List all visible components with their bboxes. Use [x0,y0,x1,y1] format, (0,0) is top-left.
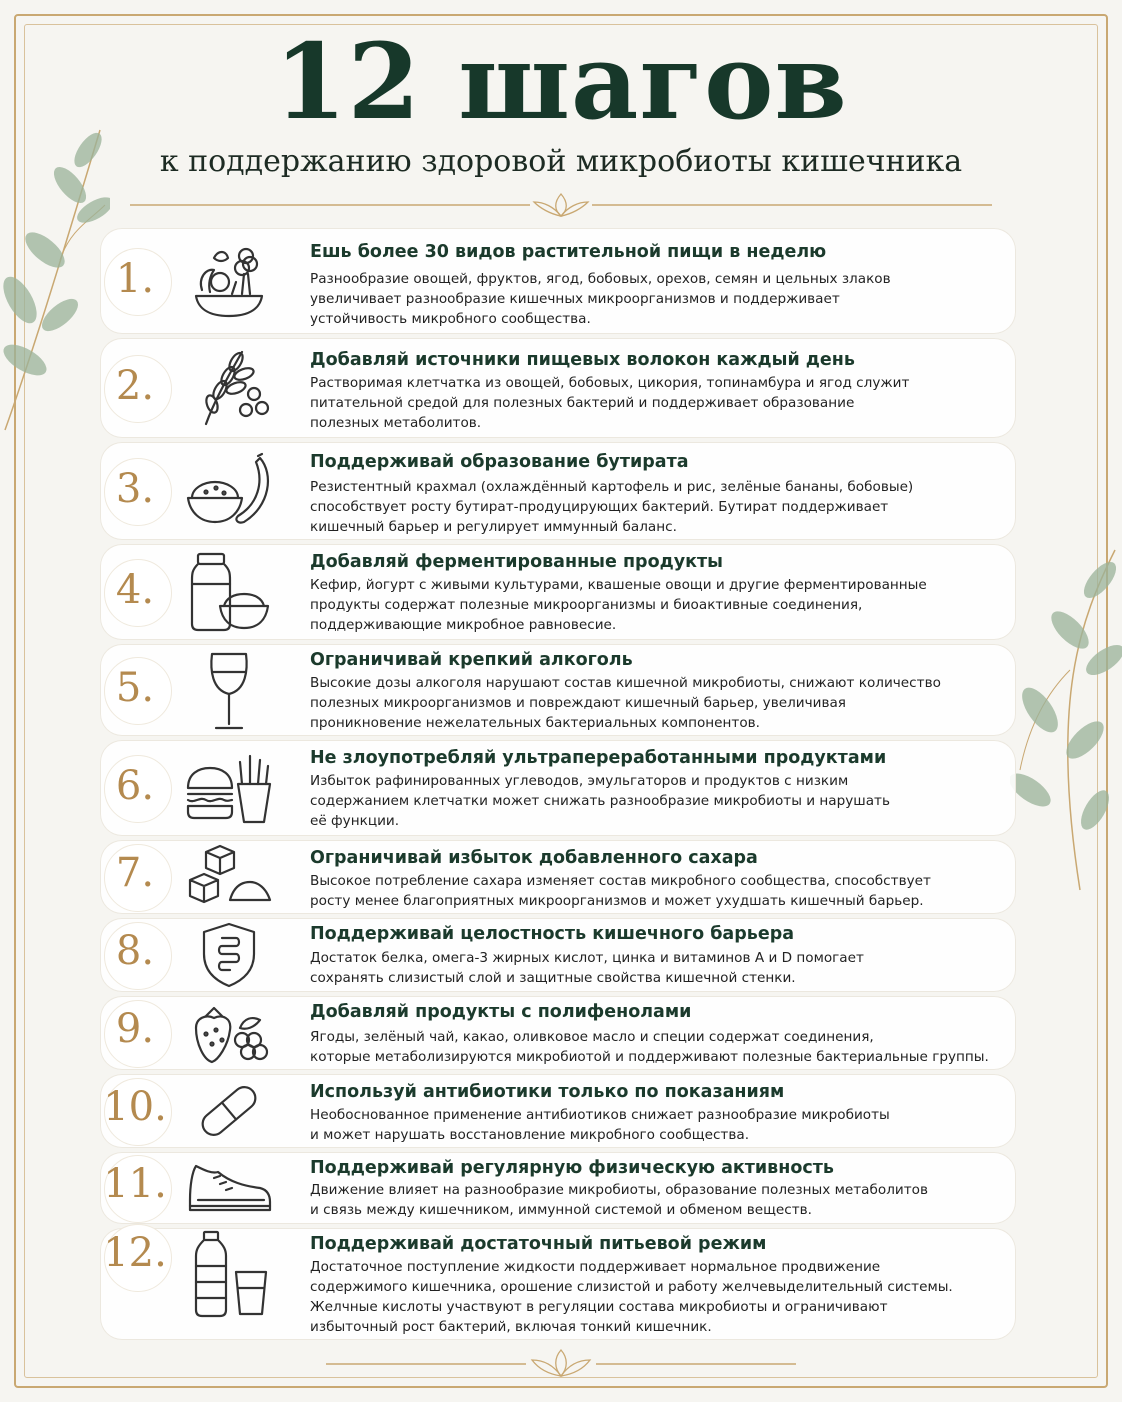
step-title: Ограничивай крепкий алкоголь [310,650,633,670]
description-line: питательной средой для полезных бактерий и поддерживает образование [310,395,855,411]
step-title: Поддерживай регулярную физическую активность [310,1158,834,1178]
step-number: 7. [115,850,155,896]
step-card-12 [100,1228,1016,1340]
step-card-6 [100,740,1016,836]
description-line: Достаточное поступление жидкости поддерживает нормальное продвижение [310,1259,881,1275]
step-title: Добавляй источники пищевых волокон каждый день [310,350,855,370]
step-description [310,1105,1008,1145]
burger-fries-icon [184,748,274,828]
step-number: 12. [103,1230,167,1276]
step-number: 4. [115,567,155,613]
description-line: Кефир, йогурт с живыми культурами, квашеные овощи и другие ферментированные [310,577,927,593]
description-line: устойчивость микробного сообщества. [310,311,591,327]
description-line: Высокие дозы алкоголя нарушают состав кишечной микробиоты, снижают количество [310,675,941,691]
description-line: сохранять слизистый слой и защитные свойства кишечной стенки. [310,970,796,986]
step-description [310,871,1008,911]
pill-capsule-icon [184,1076,274,1146]
step-description [310,373,1008,433]
description-line: Необоснованное применение антибиотиков снижает разнообразие микробиоты [310,1107,890,1123]
sugar-cubes-icon [184,842,274,912]
rice-bowl-banana-icon [184,450,274,534]
footer-ornament-divider [326,1348,796,1378]
description-line: Достаток белка, омега-3 жирных кислот, цинка и витаминов A и D помогает [310,950,864,966]
description-line: поддерживающие микробное равновесие. [310,617,617,633]
step-title: Добавляй продукты с полифенолами [310,1002,692,1022]
step-title: Используй антибиотики только по показаниям [310,1082,785,1102]
description-line: полезных метаболитов. [310,415,482,431]
description-line: и связь между кишечником, иммунной системой и обменом веществ. [310,1202,812,1218]
step-description [310,1027,1008,1067]
description-line: избыточный рост бактерий, включая тонкий кишечник. [310,1319,712,1335]
step-number: 3. [115,466,155,512]
step-number: 11. [103,1161,167,1207]
description-line: продукты содержат полезные микроорганизмы и биоактивные соединения, [310,597,863,613]
step-title: Поддерживай целостность кишечного барьера [310,924,795,944]
step-description [310,477,1008,537]
step-title: Поддерживай достаточный питьевой режим [310,1234,767,1254]
description-line: содержимого кишечника, орошение слизистой и работу желчевыделительный системы. [310,1279,953,1295]
description-line: Желчные кислоты участвуют в регуляции состава микробиоты и ограничивают [310,1299,888,1315]
step-description [310,673,1008,733]
step-description [310,1180,1008,1220]
step-card-2 [100,338,1016,438]
wine-glass-icon [184,650,274,732]
description-line: Высокое потребление сахара изменяет состав микробного сообщества, способствует [310,873,931,889]
step-card-10 [100,1074,1016,1148]
step-number: 10. [103,1084,167,1130]
step-card-7 [100,840,1016,914]
gut-shield-icon [184,920,274,990]
description-line: которые метаболизируются микробиотой и поддерживают полезные бактериальные группы. [310,1049,989,1065]
vegetable-bowl-icon [184,238,274,324]
step-description [310,771,1008,831]
water-bottle-glass-icon [184,1228,274,1318]
description-line: способствует росту бутират-продуцирующих бактерий. Бутират поддерживает [310,499,889,515]
description-line: кишечный барьер и регулирует иммунный баланс. [310,519,677,535]
page-subtitle: к поддержанию здоровой микробиоты кишечника [159,144,963,179]
step-title: Поддерживай образование бутирата [310,452,689,472]
step-card-8 [100,918,1016,992]
step-number: 2. [115,363,155,409]
step-card-4 [100,544,1016,640]
step-number: 9. [115,1006,155,1052]
strawberry-icon [184,998,274,1068]
step-description [310,948,1008,988]
description-line: увеличивает разнообразие кишечных микроорганизмов и поддерживает [310,291,840,307]
description-line: и может нарушать восстановление микробного сообщества. [310,1127,750,1143]
step-title: Добавляй ферментированные продукты [310,552,723,572]
step-card-5 [100,644,1016,736]
step-card-9 [100,996,1016,1070]
page-title: 12 шагов [274,20,848,143]
description-line: Растворимая клетчатка из овощей, бобовых, цикория, топинамбура и ягод служит [310,375,910,391]
description-line: росту менее благоприятных микроорганизмов и может ухудшать кишечный барьер. [310,893,924,909]
sneaker-icon [184,1156,274,1220]
description-line: Резистентный крахмал (охлаждённый картофель и рис, зелёные бананы, бобовые) [310,479,914,495]
description-line: полезных микроорганизмов и повреждают кишечный барьер, увеличивая [310,695,846,711]
step-card-11 [100,1152,1016,1224]
description-line: содержанием клетчатки может снижать разнообразие микробиоты и нарушать [310,793,890,809]
step-title: Ограничивай избыток добавленного сахара [310,848,758,868]
step-card-1 [100,228,1016,334]
fermented-jar-icon [184,550,274,634]
description-line: Избыток рафинированных углеводов, эмульгаторов и продуктов с низким [310,773,849,789]
step-description [310,269,1008,329]
step-description [310,1257,1008,1337]
step-number: 5. [115,665,155,711]
description-line: её функции. [310,813,400,829]
description-line: Ягоды, зелёный чай, какао, оливковое масло и специи содержат соединения, [310,1029,874,1045]
step-number: 1. [115,256,155,302]
description-line: проникновение нежелательных бактериальных компонентов. [310,715,760,731]
description-line: Разнообразие овощей, фруктов, ягод, бобовых, орехов, семян и цельных злаков [310,271,891,287]
step-number: 8. [115,928,155,974]
step-card-3 [100,442,1016,540]
description-line: Движение влияет на разнообразие микробиоты, образование полезных метаболитов [310,1182,928,1198]
step-description [310,575,1008,635]
wheat-seeds-icon [184,344,274,432]
step-title: Не злоупотребляй ультрапереработанными продуктами [310,748,887,768]
step-number: 6. [115,763,155,809]
header-ornament-divider [130,192,992,218]
step-title: Ешь более 30 видов растительной пищи в неделю [310,242,827,262]
